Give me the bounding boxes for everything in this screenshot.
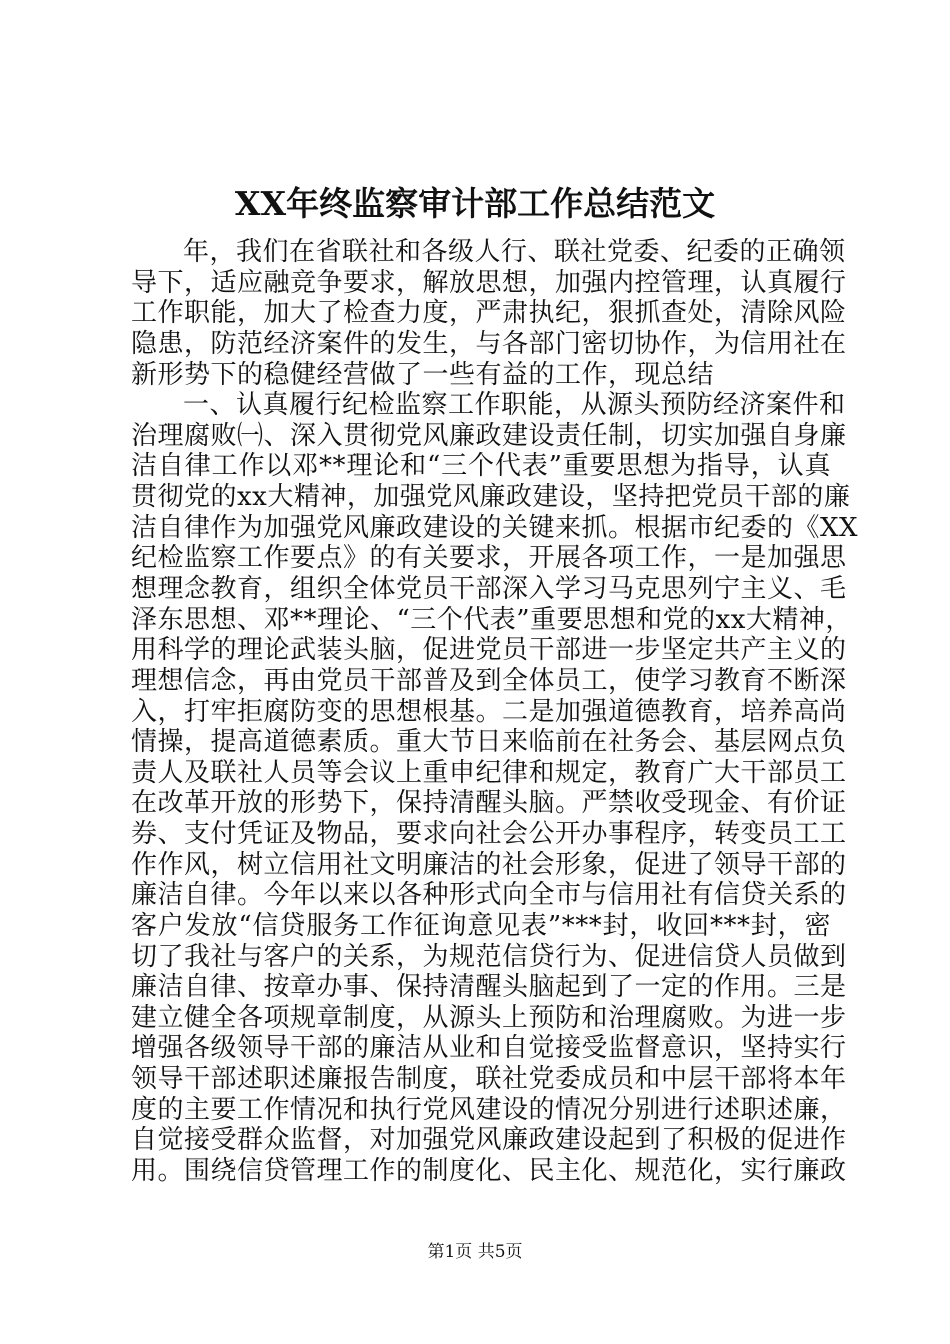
body-text-line: 自觉接受群众监督，对加强党风廉政建设起到了积极的促进作 — [131, 1125, 847, 1155]
body-text-line: 贯彻党的xx大精神，加强党风廉政建设，坚持把党员干部的廉 — [131, 482, 851, 512]
document-title: XX年终监察审计部工作总结范文 — [234, 184, 716, 223]
body-text-line: 想理念教育，组织全体党员干部深入学习马克思列宁主义、毛 — [131, 574, 847, 604]
body-text-line: 一、认真履行纪检监察工作职能，从源头预防经济案件和 — [183, 390, 846, 420]
body-text-line: 隐患，防范经济案件的发生，与各部门密切协作，为信用社在 — [131, 329, 847, 359]
body-text-line: 责人及联社人员等会议上重申纪律和规定，教育广大干部员工 — [131, 758, 847, 788]
body-text-line: 用科学的理论武装头脑，促进党员干部进一步坚定共产主义的 — [131, 635, 847, 665]
body-text-line: 洁自律作为加强党风廉政建设的关键来抓。根据市纪委的《XX — [131, 513, 859, 543]
body-text-line: 年，我们在省联社和各级人行、联社党委、纪委的正确领 — [183, 237, 846, 267]
body-text-line: 理想信念，再由党员干部普及到全体员工，使学习教育不断深 — [131, 666, 847, 696]
body-text-line: 客户发放“信贷服务工作征询意见表”***封，收回***封，密 — [131, 911, 831, 941]
body-text-line: 导下，适应融竞争要求，解放思想，加强内控管理，认真履行 — [131, 268, 847, 298]
body-text-line: 情操，提高道德素质。重大节日来临前在社务会、基层网点负 — [131, 727, 847, 757]
body-text-line: 纪检监察工作要点》的有关要求，开展各项工作，一是加强思 — [131, 543, 847, 573]
body-text-line: 作作风，树立信用社文明廉洁的社会形象，促进了领导干部的 — [131, 850, 847, 880]
body-text-line: 洁自律工作以邓**理论和“三个代表”重要思想为指导，认真 — [131, 451, 831, 481]
body-text-line: 治理腐败㈠、深入贯彻党风廉政建设责任制，切实加强自身廉 — [131, 421, 847, 451]
body-text-line: 度的主要工作情况和执行党风建设的情况分别进行述职述廉， — [131, 1095, 847, 1125]
body-text-line: 入，打牢拒腐防变的思想根基。二是加强道德教育，培养高尚 — [131, 697, 847, 727]
body-text-line: 用。围绕信贷管理工作的制度化、民主化、规范化，实行廉政 — [131, 1156, 847, 1186]
body-text-line: 券、支付凭证及物品，要求向社会公开办事程序，转变员工工 — [131, 819, 847, 849]
body-text-line: 切了我社与客户的关系，为规范信贷行为、促进信贷人员做到 — [131, 942, 847, 972]
body-text-line: 在改革开放的形势下，保持清醒头脑。严禁收受现金、有价证 — [131, 788, 847, 818]
body-text-line: 廉洁自律。今年以来以各种形式向全市与信用社有信贷关系的 — [131, 880, 847, 910]
body-text-line: 领导干部述职述廉报告制度，联社党委成员和中层干部将本年 — [131, 1064, 847, 1094]
body-text-line: 增强各级领导干部的廉洁从业和自觉接受监督意识，坚持实行 — [131, 1033, 847, 1063]
body-text-line: 建立健全各项规章制度，从源头上预防和治理腐败。为进一步 — [131, 1003, 847, 1033]
body-text-line: 工作职能，加大了检查力度，严肃执纪，狠抓查处，清除风险 — [131, 298, 847, 328]
body-text-line: 泽东思想、邓**理论、“三个代表”重要思想和党的xx大精神， — [131, 605, 852, 635]
body-text-line: 廉洁自律、按章办事、保持清醒头脑起到了一定的作用。三是 — [131, 972, 847, 1002]
page-number-footer: 第1页 共5页 — [427, 1242, 523, 1262]
body-text-line: 新形势下的稳健经营做了一些有益的工作，现总结 — [131, 360, 715, 390]
